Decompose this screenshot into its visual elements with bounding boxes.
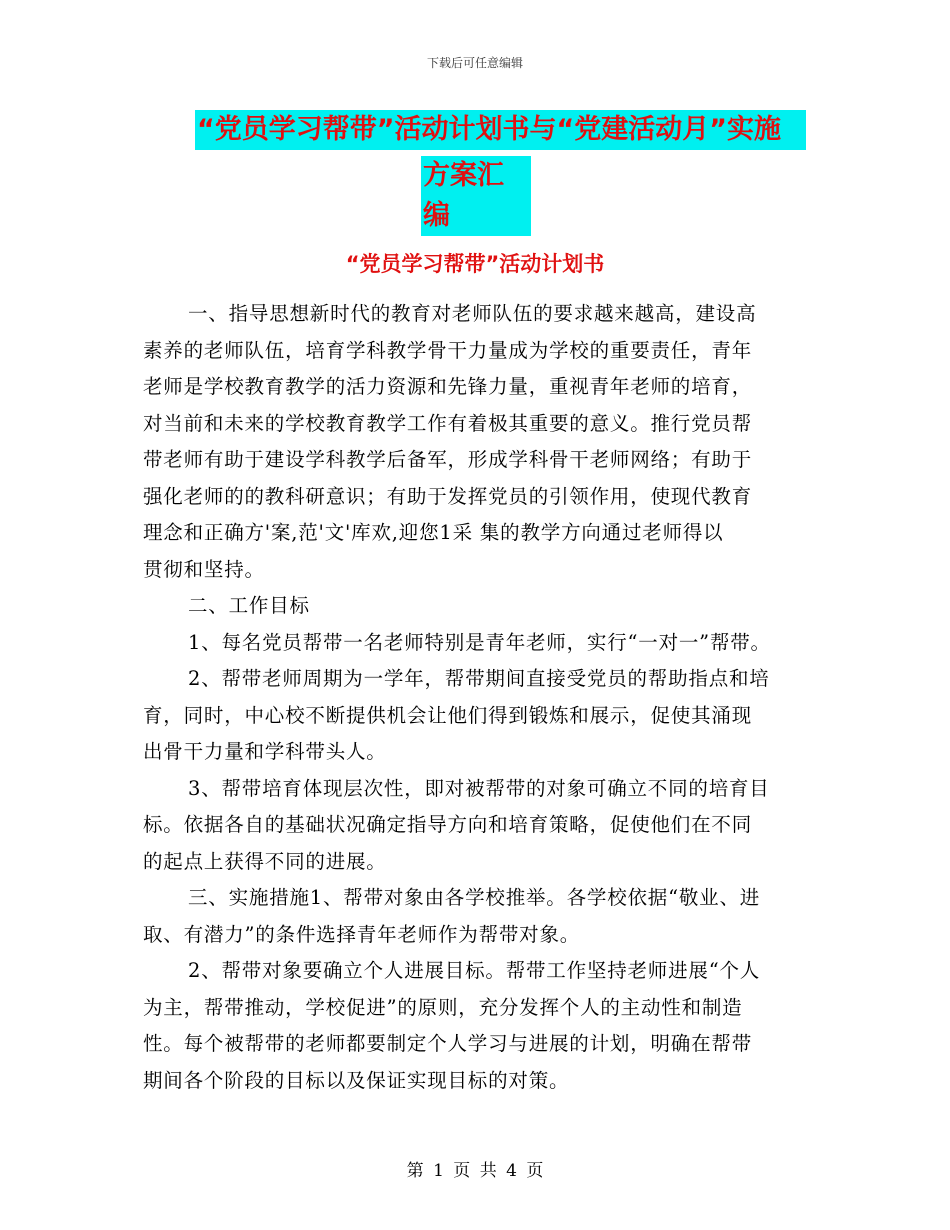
body-line: 一、指导思想新时代的教育对老师队伍的要求越来越高，建设高 [188, 302, 757, 325]
body-line: 性。每个被帮带的老师都要制定个人学习与进展的计划，明确在帮带 [143, 1032, 753, 1055]
body-line: 育，同时，中心校不断提供机会让他们得到锻炼和展示，促使其涌现 [143, 703, 753, 727]
body-line: 三、实施措施1、帮带对象由各学校推举。各学校依据“敬业、进 [188, 886, 761, 909]
header-note: 下载后可任意编辑 [426, 56, 523, 70]
body-line: 对当前和未来的学校教育教学工作有着极其重要的意义。推行党员帮 [143, 411, 753, 435]
body-line: 期间各个阶段的目标以及保证实现目标的对策。 [143, 1068, 570, 1092]
body-line: 2、帮带对象要确立个人进展目标。帮带工作坚持老师进展“个人 [188, 959, 761, 982]
body-line: 贯彻和坚持。 [143, 557, 265, 581]
body-line: 二、工作目标 [188, 594, 310, 617]
body-line: 素养的老师队伍，培育学科教学骨干力量成为学校的重要责任，青年 [143, 338, 753, 362]
body-line: 理念和正确方'案,范'文'库欢,迎您1采 集的教学方向通过老师得以 [143, 521, 724, 544]
body-line: 的起点上获得不同的进展。 [143, 849, 387, 873]
body-line: 2、帮带老师周期为一学年，帮带期间直接受党员的帮助指点和培 [188, 667, 770, 690]
title-line-2: 方案汇编 [421, 156, 531, 236]
body-line: 老师是学校教育教学的活力资源和先锋力量，重视青年老师的培育， [143, 375, 753, 398]
body-line: 标。依据各自的基础状况确定指导方向和培育策略，促使他们在不同 [143, 813, 753, 836]
body-line: 1、每名党员帮带一名老师特别是青年老师，实行“一对一”帮带。 [188, 630, 771, 654]
body-line: 强化老师的的教科研意识；有助于发挥党员的引领作用，使现代教育 [143, 484, 753, 508]
body-line: 带老师有助于建设学科教学后备军，形成学科骨干老师网络；有助于 [143, 448, 753, 471]
body-line: 为主，帮带推动，学校促进”的原则，充分发挥个人的主动性和制造 [143, 995, 743, 1019]
body-line: 出骨干力量和学科带头人。 [143, 740, 387, 763]
section-subtitle: “党员学习帮带”活动计划书 [345, 252, 605, 276]
page-footer: 第 1 页 共 4 页 [406, 1161, 544, 1181]
title-line-1: “党员学习帮带”活动计划书与“党建活动月”实施 [195, 110, 806, 150]
body-text [143, 296, 808, 1099]
body-line: 取、有潜力”的条件选择青年老师作为帮带对象。 [143, 922, 581, 946]
body-line: 3、帮带培育体现层次性，即对被帮带的对象可确立不同的培育目 [188, 776, 770, 800]
